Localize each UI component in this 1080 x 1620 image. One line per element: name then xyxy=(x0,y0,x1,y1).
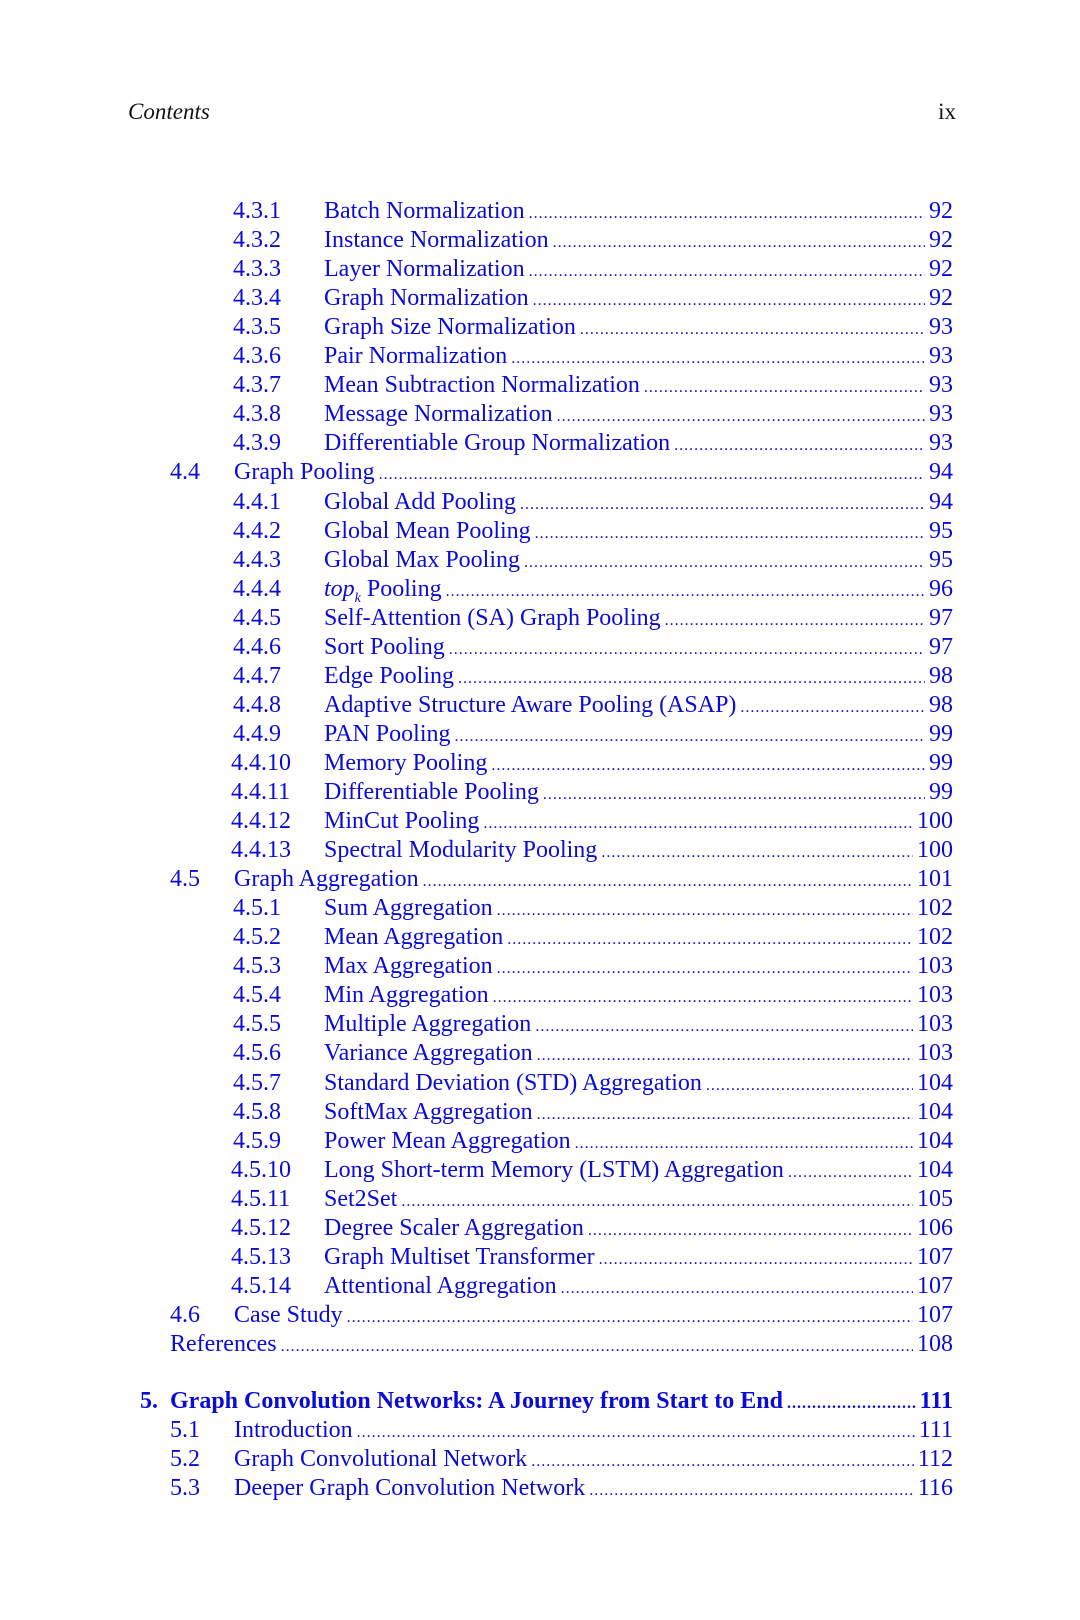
toc-entry-title: Variance Aggregation xyxy=(324,1040,533,1067)
toc-entry-number: 4.3.4 xyxy=(233,285,281,312)
toc-entry-number: 4.3.3 xyxy=(233,256,281,283)
toc-entry-page: 98 xyxy=(929,691,953,718)
toc-entry[interactable] xyxy=(0,1009,1080,1039)
toc-entry-page: 93 xyxy=(929,372,953,399)
toc-entry[interactable] xyxy=(0,835,1080,865)
toc-entry-title: Layer Normalization xyxy=(324,256,525,283)
toc-entry-title: Power Mean Aggregation xyxy=(324,1127,571,1154)
running-header xyxy=(128,99,956,125)
toc-entry-page: 97 xyxy=(929,633,953,660)
toc-entry-title: Batch Normalization xyxy=(324,198,525,224)
toc-entry-title: Adaptive Structure Aware Pooling (ASAP) xyxy=(324,691,737,718)
toc-entry-number: 4.3.6 xyxy=(233,343,281,370)
toc-entry-number: 5.2 xyxy=(170,1446,200,1473)
toc-entry-page: 92 xyxy=(929,198,953,224)
toc-entry[interactable] xyxy=(0,1213,1080,1243)
toc-entry-number: 4.5.6 xyxy=(233,1040,281,1067)
toc-entry-title: Differentiable Pooling xyxy=(324,779,539,805)
toc-entry-title: Attentional Aggregation xyxy=(324,1272,557,1299)
dot-leader xyxy=(281,1332,913,1362)
toc-entry-title: Pair Normalization xyxy=(324,343,508,370)
toc-entry-title-text: Pooling xyxy=(360,575,442,602)
toc-entry-number: 4.4.4 xyxy=(233,575,281,602)
toc-entry-page: 94 xyxy=(929,459,953,486)
toc-entry-title: SoftMax Aggregation xyxy=(324,1098,533,1125)
toc-entry-number: 5.1 xyxy=(170,1417,200,1444)
toc-entry-number: 4.4.9 xyxy=(233,720,281,747)
toc-entry-title: Sort Pooling xyxy=(324,633,445,660)
toc-chapter-entry[interactable] xyxy=(0,1386,1080,1416)
toc-entry-title: PAN Pooling xyxy=(324,720,451,747)
toc-entry[interactable] xyxy=(0,951,1080,981)
header-page-number: ix xyxy=(938,99,956,124)
toc-entry-page: 99 xyxy=(929,749,953,776)
toc-entry[interactable] xyxy=(0,1184,1080,1214)
toc-entry-page: 103 xyxy=(917,1011,953,1038)
toc-entry-page: 99 xyxy=(929,720,953,747)
toc-entry[interactable] xyxy=(0,196,1080,226)
toc-entry[interactable] xyxy=(0,1068,1080,1098)
toc-entry[interactable] xyxy=(0,1329,1080,1359)
toc-entry-page: 107 xyxy=(917,1243,953,1270)
toc-entry-page: 95 xyxy=(929,517,953,544)
toc-entry-title: Global Mean Pooling xyxy=(324,517,531,544)
toc-entry[interactable] xyxy=(0,312,1080,342)
toc-entry-number: 4.4.5 xyxy=(233,604,281,631)
toc-entry-number: 4.5.14 xyxy=(231,1272,291,1299)
dot-leader xyxy=(589,1476,914,1506)
toc-entry-page: 102 xyxy=(917,924,953,951)
toc-entry[interactable] xyxy=(0,1155,1080,1185)
toc-entry[interactable] xyxy=(0,225,1080,255)
toc-entry-math: top xyxy=(324,575,355,602)
toc-entry-page: 103 xyxy=(917,953,953,980)
toc-entry-number: 4.4.7 xyxy=(233,662,281,689)
toc-entry-number: 5.3 xyxy=(170,1475,200,1502)
toc-entry-title: Global Add Pooling xyxy=(324,488,517,515)
toc-entry-page: 94 xyxy=(929,488,953,515)
toc-entry-title: Sum Aggregation xyxy=(324,895,493,922)
toc-entry[interactable] xyxy=(0,1038,1080,1068)
toc-entry-page: 92 xyxy=(929,256,953,283)
toc-entry-title: Global Max Pooling xyxy=(324,546,520,573)
toc-entry-page: 111 xyxy=(919,1388,953,1414)
toc-entry-title: Graph Pooling xyxy=(234,459,375,486)
toc-entry[interactable] xyxy=(0,893,1080,923)
toc-entry-page: 93 xyxy=(929,430,953,457)
toc-entry-title: Spectral Modularity Pooling xyxy=(324,837,598,864)
toc-entry[interactable] xyxy=(0,399,1080,429)
toc-entry[interactable] xyxy=(0,1271,1080,1301)
toc-entry[interactable] xyxy=(0,980,1080,1010)
toc-entry-page: 112 xyxy=(917,1446,953,1473)
toc-entry-number: 4.5 xyxy=(170,866,200,893)
toc-entry-number: 4.5.13 xyxy=(231,1243,291,1270)
toc-entry[interactable] xyxy=(0,864,1080,894)
toc-entry-page: 93 xyxy=(929,401,953,428)
toc-entry-title: Deeper Graph Convolution Network xyxy=(234,1475,586,1502)
toc-entry-page: 103 xyxy=(917,1040,953,1067)
toc-entry[interactable] xyxy=(0,777,1080,807)
toc-entry-title: Self-Attention (SA) Graph Pooling xyxy=(324,604,661,631)
toc-entry[interactable] xyxy=(0,1444,1080,1474)
toc-entry-page: 101 xyxy=(917,866,953,893)
toc-entry[interactable] xyxy=(0,254,1080,284)
toc-entry-number: 4.3.5 xyxy=(233,314,281,341)
toc-entry-page: 95 xyxy=(929,546,953,573)
toc-entry-number: 4.5.11 xyxy=(231,1185,291,1212)
toc-entry-number: 4.5.10 xyxy=(231,1156,291,1183)
toc-entry-title: Graph Normalization xyxy=(324,285,529,312)
toc-entry[interactable] xyxy=(0,661,1080,691)
toc-entry-page: 93 xyxy=(929,314,953,341)
toc-entry-number: 4.5.3 xyxy=(233,953,281,980)
header-title: Contents xyxy=(128,99,210,124)
toc-entry-page: 104 xyxy=(917,1127,953,1154)
toc-entry[interactable] xyxy=(0,922,1080,952)
toc-entry-title: Graph Aggregation xyxy=(234,866,419,893)
toc-entry-page: 106 xyxy=(917,1214,953,1241)
toc-entry-number: 4.3.1 xyxy=(233,198,281,224)
toc-entry-number: 4.4.6 xyxy=(233,633,281,660)
toc-entry-title: Degree Scaler Aggregation xyxy=(324,1214,584,1241)
toc-entry[interactable] xyxy=(0,457,1080,487)
toc-entry-title: Max Aggregation xyxy=(324,953,493,980)
toc-entry-number: 4.4.3 xyxy=(233,546,281,573)
toc-entry-number: 4.5.5 xyxy=(233,1011,281,1038)
toc-entry[interactable] xyxy=(0,487,1080,517)
toc-entry-page: 111 xyxy=(918,1417,953,1444)
toc-entry-title: Message Normalization xyxy=(324,401,553,428)
toc-entry-title: Mean Aggregation xyxy=(324,924,504,951)
toc-entry-title: Set2Set xyxy=(324,1185,398,1212)
toc-entry-page: 105 xyxy=(917,1185,953,1212)
toc-entry-title: Graph Multiset Transformer xyxy=(324,1243,595,1270)
toc-entry-title: Memory Pooling xyxy=(324,749,488,776)
toc-entry-page: 107 xyxy=(917,1301,953,1328)
toc-entry[interactable] xyxy=(0,748,1080,778)
toc-entry-title: Mean Subtraction Normalization xyxy=(324,372,640,399)
toc-entry-number: 4.6 xyxy=(170,1301,200,1328)
toc-entry-title: Multiple Aggregation xyxy=(324,1011,532,1038)
toc-entry-page: 93 xyxy=(929,343,953,370)
toc-entry-number: 4.4.2 xyxy=(233,517,281,544)
toc-entry-title: Instance Normalization xyxy=(324,227,549,254)
toc-entry-page: 100 xyxy=(917,808,953,835)
toc-entry-number: 4.5.8 xyxy=(233,1098,281,1125)
toc-entry-number: 4.3.9 xyxy=(233,430,281,457)
toc-entry-page: 104 xyxy=(917,1156,953,1183)
toc-entry[interactable] xyxy=(0,574,1080,604)
toc-entry[interactable] xyxy=(0,603,1080,633)
toc-entry-page: 116 xyxy=(917,1475,953,1502)
toc-entry-number: 4.3.2 xyxy=(233,227,281,254)
toc-entry-number: 4.4.1 xyxy=(233,488,281,515)
toc-entry[interactable] xyxy=(0,690,1080,720)
toc-entry[interactable] xyxy=(0,370,1080,400)
toc-entry-title: Min Aggregation xyxy=(324,982,489,1009)
toc-entry-number: 4.4.11 xyxy=(231,779,291,805)
toc-entry-title: Graph Convolution Networks: A Journey from Start to End xyxy=(170,1388,783,1414)
toc-entry-number: 4.5.7 xyxy=(233,1069,281,1096)
toc-entry[interactable] xyxy=(0,341,1080,371)
toc-entry-number: 5. xyxy=(140,1388,158,1414)
toc-entry-math-subscript: k xyxy=(354,590,361,606)
toc-entry-page: 102 xyxy=(917,895,953,922)
toc-entry-page: 103 xyxy=(917,982,953,1009)
toc-entry[interactable] xyxy=(0,428,1080,458)
toc-entry-title: Introduction xyxy=(234,1417,353,1444)
toc-entry-number: 4.3.8 xyxy=(233,401,281,428)
toc-entry[interactable] xyxy=(0,632,1080,662)
toc-entry-page: 107 xyxy=(917,1272,953,1299)
toc-entry-page: 108 xyxy=(917,1330,953,1357)
toc-entry-page: 92 xyxy=(929,285,953,312)
toc-entry-number: 4.5.12 xyxy=(231,1214,291,1241)
toc-entry-page: 96 xyxy=(929,575,953,602)
toc-entry-title: Graph Convolutional Network xyxy=(234,1446,528,1473)
toc-entry-number: 4.4.13 xyxy=(231,837,291,864)
toc-entry[interactable] xyxy=(0,516,1080,546)
toc-entry-title: References xyxy=(170,1330,277,1357)
toc-entry[interactable] xyxy=(0,545,1080,575)
toc-entry-number: 4.4.8 xyxy=(233,691,281,718)
toc-entry-number: 4.4.10 xyxy=(231,749,291,776)
toc-entry-title: Case Study xyxy=(234,1301,343,1328)
toc-entry-page: 100 xyxy=(917,837,953,864)
toc-entry-title: Graph Size Normalization xyxy=(324,314,576,341)
toc-entry-number: 4.5.1 xyxy=(233,895,281,922)
toc-entry[interactable] xyxy=(0,1300,1080,1330)
toc-entry-title: Edge Pooling xyxy=(324,662,454,689)
toc-entry-number: 4.5.9 xyxy=(233,1127,281,1154)
toc-entry[interactable] xyxy=(0,1242,1080,1272)
toc-entry-page: 104 xyxy=(917,1069,953,1096)
toc-entry[interactable] xyxy=(0,1473,1080,1503)
toc-entry-number: 4.3.7 xyxy=(233,372,281,399)
toc-entry-number: 4.5.4 xyxy=(233,982,281,1009)
toc-entry-number: 4.4 xyxy=(170,459,200,486)
toc-entry-page: 92 xyxy=(929,227,953,254)
toc-entry[interactable] xyxy=(0,1097,1080,1127)
toc-entry-title: Standard Deviation (STD) Aggregation xyxy=(324,1069,702,1096)
toc-entry-page: 98 xyxy=(929,662,953,689)
toc-entry-page: 97 xyxy=(929,604,953,631)
toc-entry[interactable] xyxy=(0,283,1080,313)
toc-entry[interactable] xyxy=(0,1415,1080,1445)
toc-entry-page: 99 xyxy=(929,779,953,805)
toc-entry[interactable] xyxy=(0,719,1080,749)
toc-entry-title: Long Short-term Memory (LSTM) Aggregation xyxy=(324,1156,784,1183)
toc-entry[interactable] xyxy=(0,1126,1080,1156)
toc-entry-title: Differentiable Group Normalization xyxy=(324,430,671,457)
toc-entry[interactable] xyxy=(0,806,1080,836)
toc-entry-number: 4.5.2 xyxy=(233,924,281,951)
toc-entry-page: 104 xyxy=(917,1098,953,1125)
toc-entry-number: 4.4.12 xyxy=(231,808,291,835)
toc-entry-title: MinCut Pooling xyxy=(324,808,480,835)
